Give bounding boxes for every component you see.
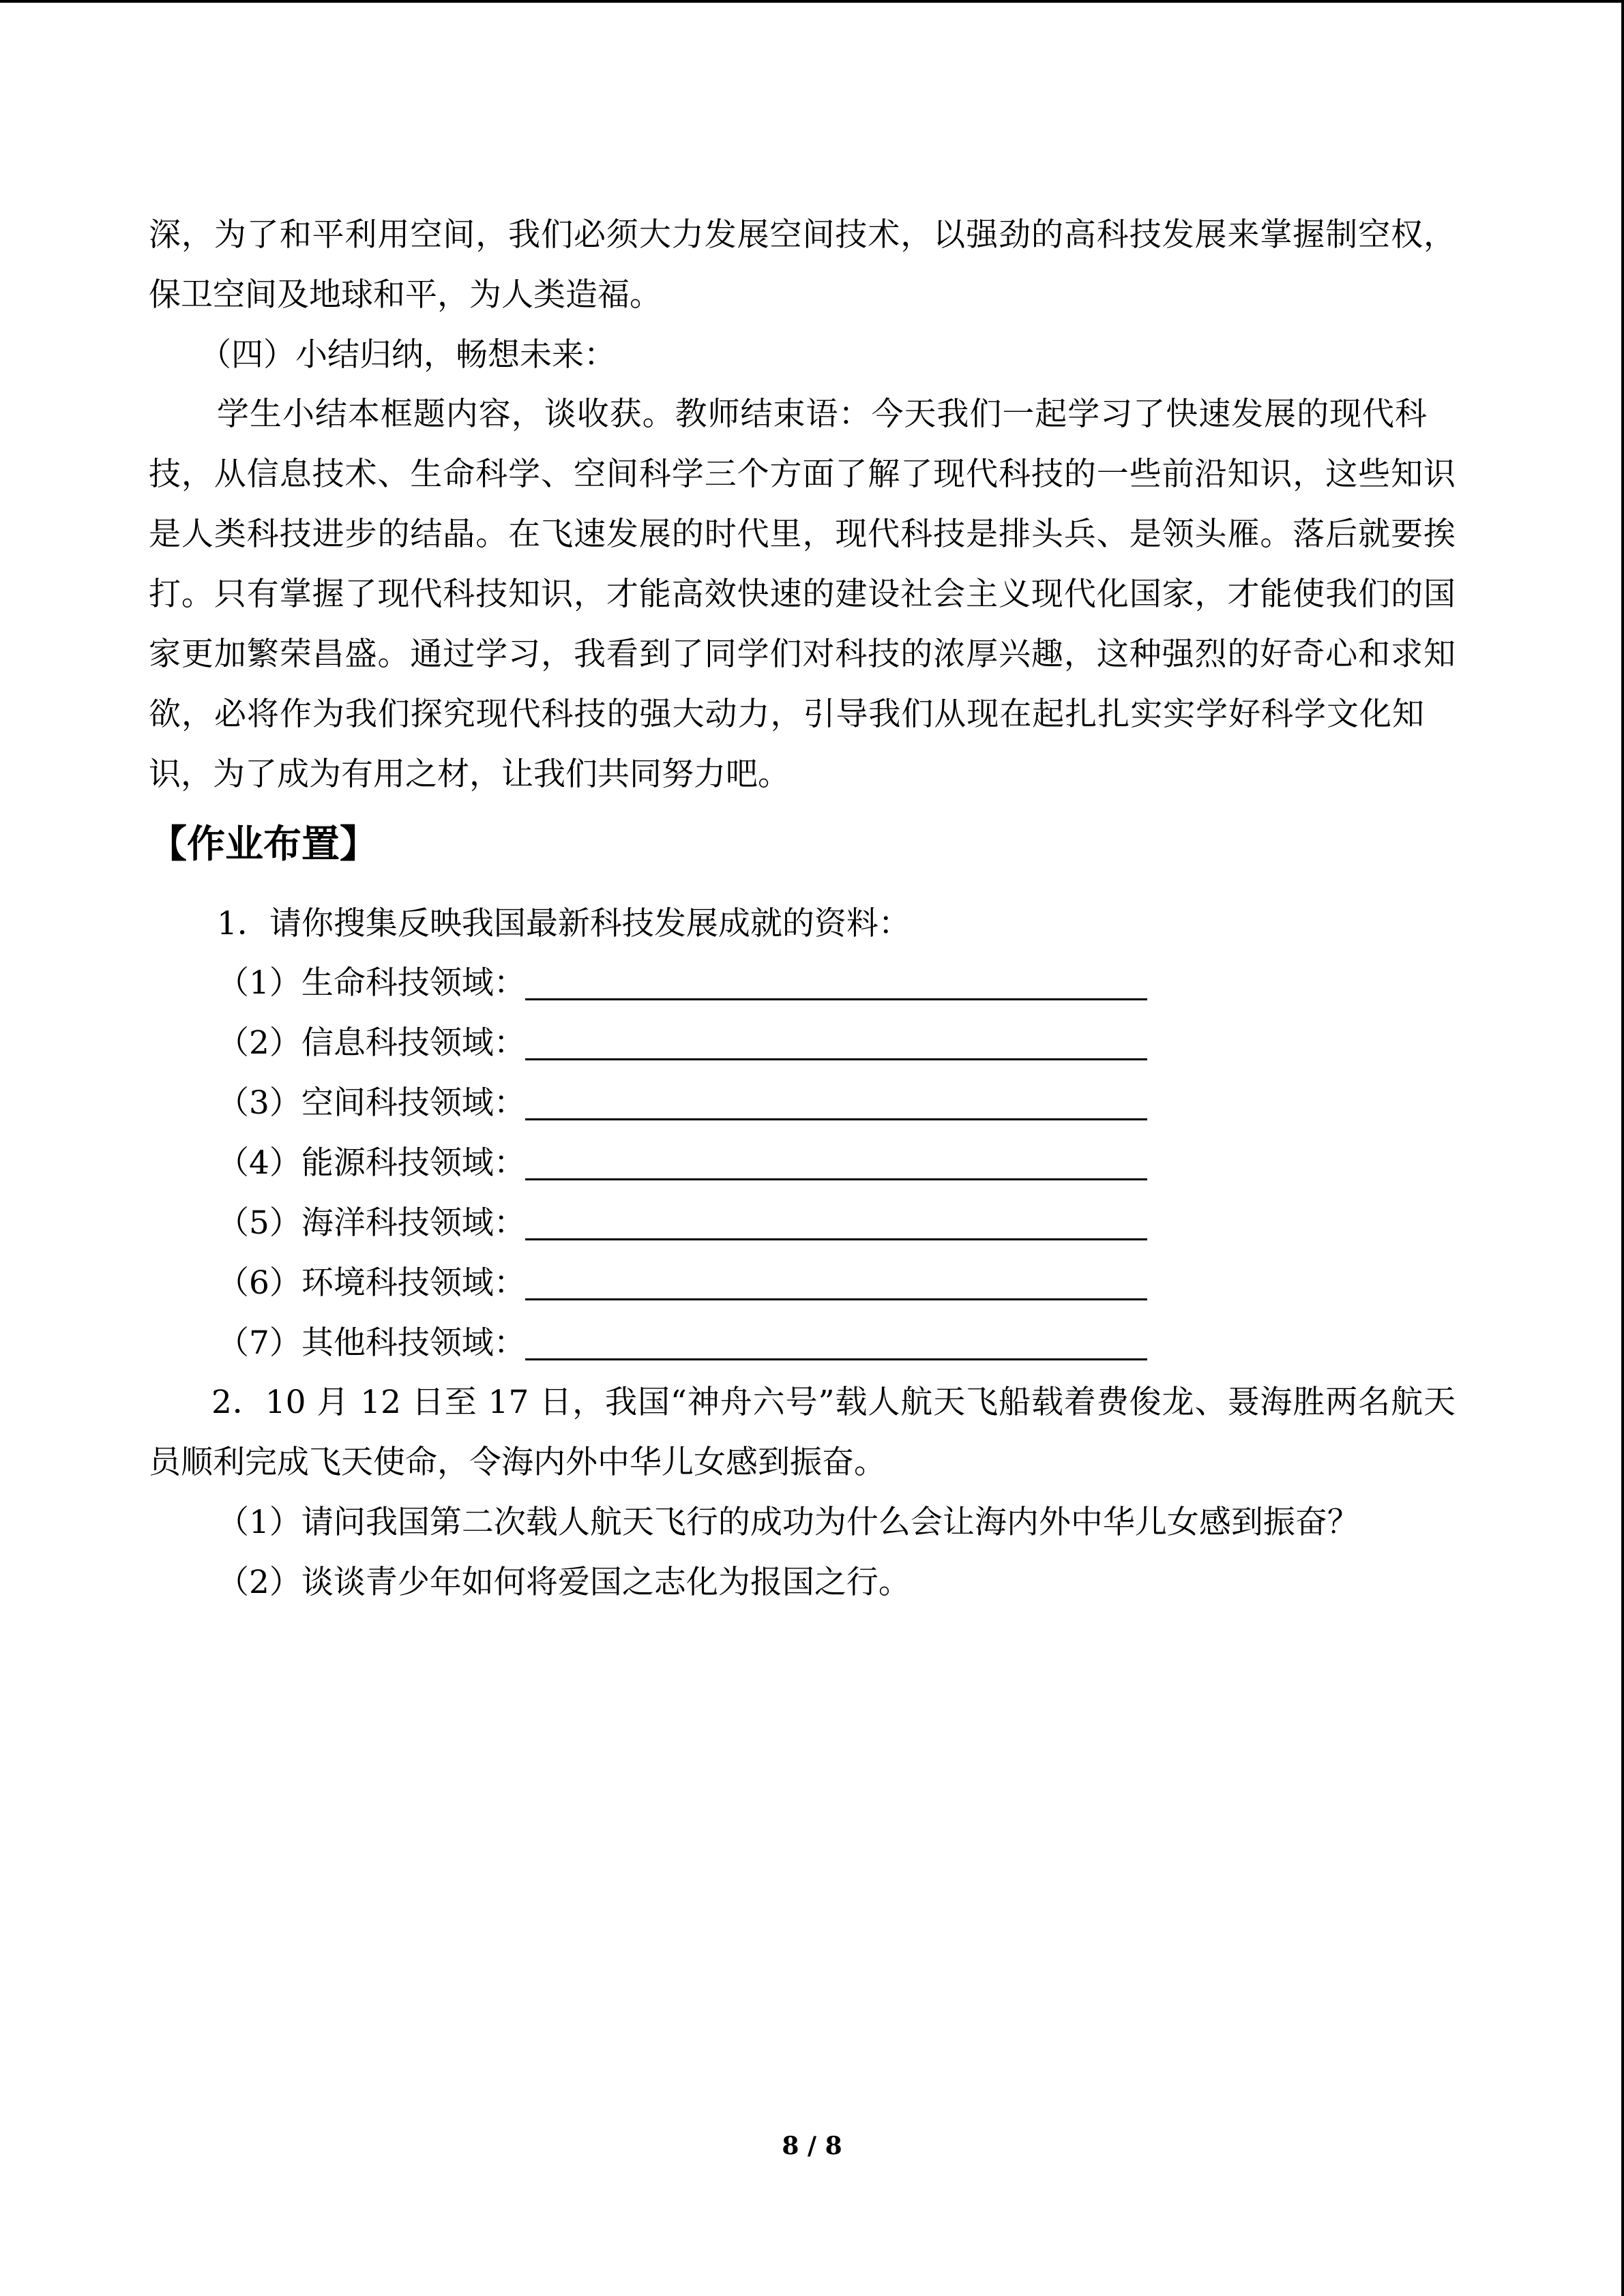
- task2-question: （1）请问我国第二次载人航天飞行的成功为什么会让海内外中华儿女感到振奋？: [217, 1504, 1359, 1541]
- section-heading: （四）小结归纳，畅想未来：: [199, 336, 616, 374]
- summary-line: 技，从信息技术、生命科学、空间科学三个方面了解了现代科技的一些前沿知识，这些知识: [149, 456, 1456, 493]
- answer-blank[interactable]: [525, 1358, 1147, 1360]
- summary-line: 是人类科技进步的结晶。在飞速发展的时代里，现代科技是排头兵、是领头雁。落后就要挨: [149, 516, 1456, 553]
- task1-field-energy: （4）能源科技领域：: [0, 1133, 1624, 1193]
- answer-blank[interactable]: [525, 1178, 1147, 1180]
- answer-blank[interactable]: [525, 998, 1147, 1000]
- task1-field-other: （7）其他科技领域：: [0, 1313, 1624, 1373]
- task2-line: 2．10 月 12 日至 17 日，我国“神舟六号”载人航天飞船载着费俊龙、聂海胜两名航天: [211, 1384, 1456, 1421]
- task1-field-space: （3）空间科技领域：: [0, 1073, 1624, 1133]
- task1-field-life: （1）生命科技领域：: [0, 953, 1624, 1013]
- summary-line: 欲，必将作为我们探究现代科技的强大动力，引导我们从现在起扎扎实实学好科学文化知: [149, 696, 1424, 733]
- task1-intro: 1．请你搜集反映我国最新科技发展成就的资料：: [217, 905, 911, 942]
- paragraph-line: 保卫空间及地球和平，为人类造福。: [149, 276, 662, 314]
- answer-blank[interactable]: [525, 1298, 1147, 1300]
- task2-question: （2）谈谈青少年如何将爱国之志化为报国之行。: [217, 1564, 911, 1601]
- task1-field-environment: （6）环境科技领域：: [0, 1253, 1624, 1313]
- summary-line: 识，为了成为有用之材，让我们共同努力吧。: [149, 756, 790, 793]
- summary-line: 学生小结本框题内容，谈收获。教师结束语：今天我们一起学习了快速发展的现代科: [217, 396, 1427, 433]
- summary-line: 家更加繁荣昌盛。通过学习，我看到了同学们对科技的浓厚兴趣，这种强烈的好奇心和求知: [149, 636, 1456, 673]
- answer-blank[interactable]: [525, 1118, 1147, 1120]
- answer-blank[interactable]: [525, 1058, 1147, 1060]
- task1-field-info: （2）信息科技领域：: [0, 1013, 1624, 1073]
- summary-line: 打。只有掌握了现代科技知识，才能高效快速的建设社会主义现代化国家，才能使我们的国: [149, 576, 1456, 613]
- task1-field-ocean: （5）海洋科技领域：: [0, 1193, 1624, 1253]
- task2-line: 员顺利完成飞天使命，令海内外中华儿女感到振奋。: [149, 1444, 886, 1481]
- page-top-border: [0, 0, 1624, 3]
- page-number: 8 / 8: [782, 2132, 842, 2160]
- answer-blank[interactable]: [525, 1238, 1147, 1240]
- paragraph-line: 深，为了和平利用空间，我们必须大力发展空间技术，以强劲的高科技发展来掌握制空权，: [149, 216, 1456, 254]
- homework-heading: 【作业布置】: [149, 822, 378, 867]
